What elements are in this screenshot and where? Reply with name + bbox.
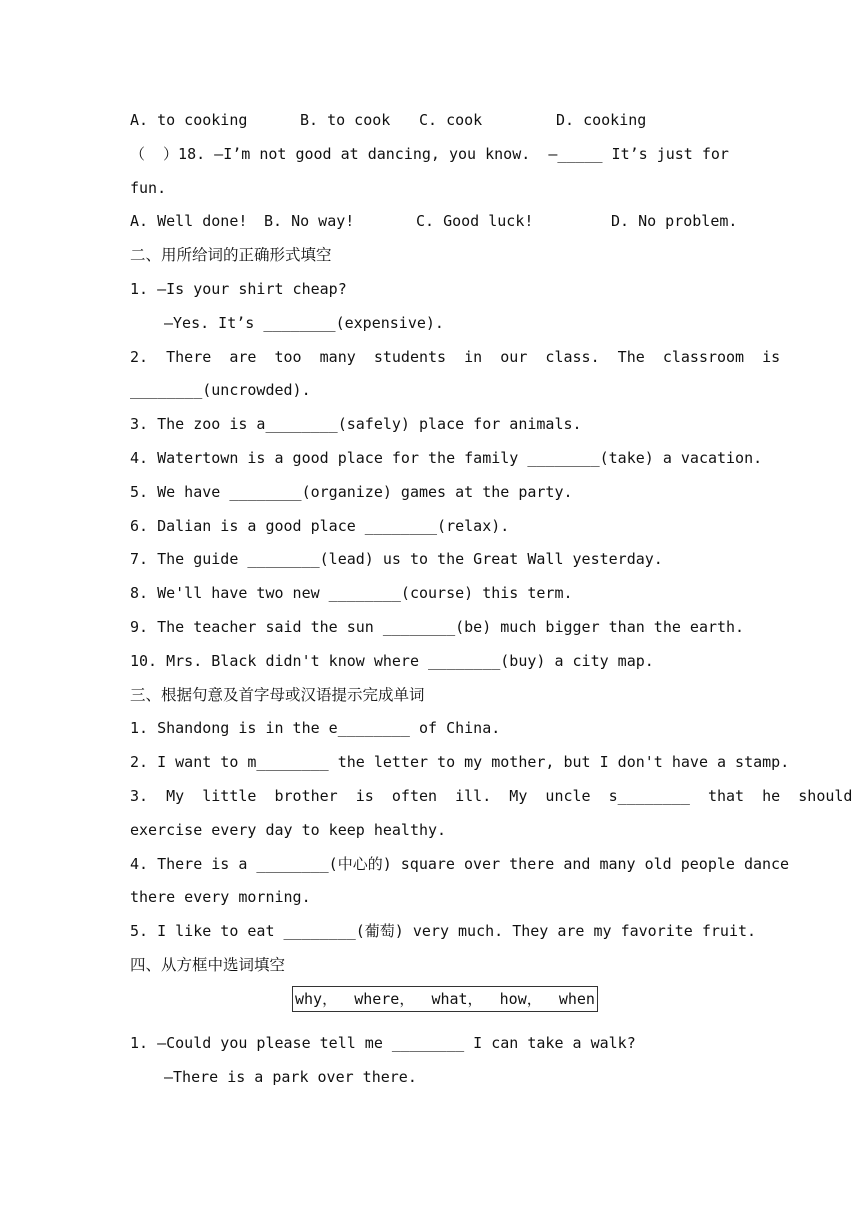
section-2-title: 二、用所给词的正确形式填空 [130, 246, 332, 265]
s2-item: 5. We have ________(organize) games at the party. [130, 482, 573, 501]
word-box [292, 986, 598, 1012]
s3-item: there every morning. [130, 888, 311, 907]
s2-item: 1. —Is your shirt cheap? [130, 279, 347, 298]
s2-item: 7. The guide ________(lead) us to the Great Wall yesterday. [130, 550, 663, 569]
s2-item: 10. Mrs. Black didn't know where ________(buy) a city map. [130, 651, 654, 670]
s2-item: 2. There are too many students in our class. The classroom is [130, 347, 781, 366]
s3-item: 5. I like to eat ________(葡萄) very much. They are my favorite fruit. [130, 922, 757, 941]
word-box-item: when [558, 989, 595, 1008]
s2-item: ________(uncrowded). [130, 381, 311, 400]
section-4-title: 四、从方框中选词填空 [130, 955, 286, 974]
s2-item: 8. We'll have two new ________(course) this term. [130, 584, 573, 603]
q18-question: （ ）18. —I’m not good at dancing, you know. —_____ It’s just for [130, 144, 729, 163]
s3-item: 1. Shandong is in the e________ of China. [130, 719, 501, 738]
q18-options [130, 205, 738, 239]
q18-option-d: D. No problem. [611, 212, 738, 231]
q18-option-b: B. No way! [264, 212, 355, 231]
s3-item: 3. My little brother is often ill. My uncle s________ that he should [130, 786, 853, 805]
s2-item: —Yes. It’s ________(expensive). [164, 313, 444, 332]
word-box-item: where， [354, 990, 415, 1009]
q17-option-a: A. to cooking [130, 111, 248, 129]
section-3-title: 三、根据句意及首字母或汉语提示完成单词 [130, 685, 425, 704]
word-box-item: what， [431, 990, 483, 1009]
s2-item: 9. The teacher said the sun ________(be) much bigger than the earth. [130, 617, 745, 636]
s2-item: 3. The zoo is a________(safely) place for animals. [130, 415, 582, 434]
s3-item: 2. I want to m________ the letter to my mother, but I don't have a stamp. [130, 753, 790, 772]
word-box-row [130, 983, 730, 1027]
q17-options [130, 104, 730, 138]
s3-item: 4. There is a ________(中心的) square over there and many old people dance [130, 854, 790, 873]
s3-item: exercise every day to keep healthy. [130, 820, 447, 839]
worksheet-page [130, 104, 853, 1094]
word-box-item: how， [499, 990, 542, 1009]
s4-answer-1: —There is a park over there. [164, 1067, 417, 1086]
q18-option-c: C. Good luck! [416, 212, 534, 231]
s2-item: 6. Dalian is a good place ________(relax). [130, 516, 510, 535]
q17-option-c: C. cook [419, 111, 483, 129]
q17-option-d: D. cooking [556, 111, 647, 129]
q18-option-a: A. Well done! [130, 212, 248, 231]
s4-question-1: 1. —Could you please tell me ________ I can take a walk? [130, 1033, 636, 1052]
s2-item: 4. Watertown is a good place for the family ________(take) a vacation. [130, 448, 763, 467]
word-box-item: why， [295, 990, 338, 1009]
q17-option-b: B. to cook [300, 111, 391, 129]
q18-question-cont: fun. [130, 178, 167, 197]
